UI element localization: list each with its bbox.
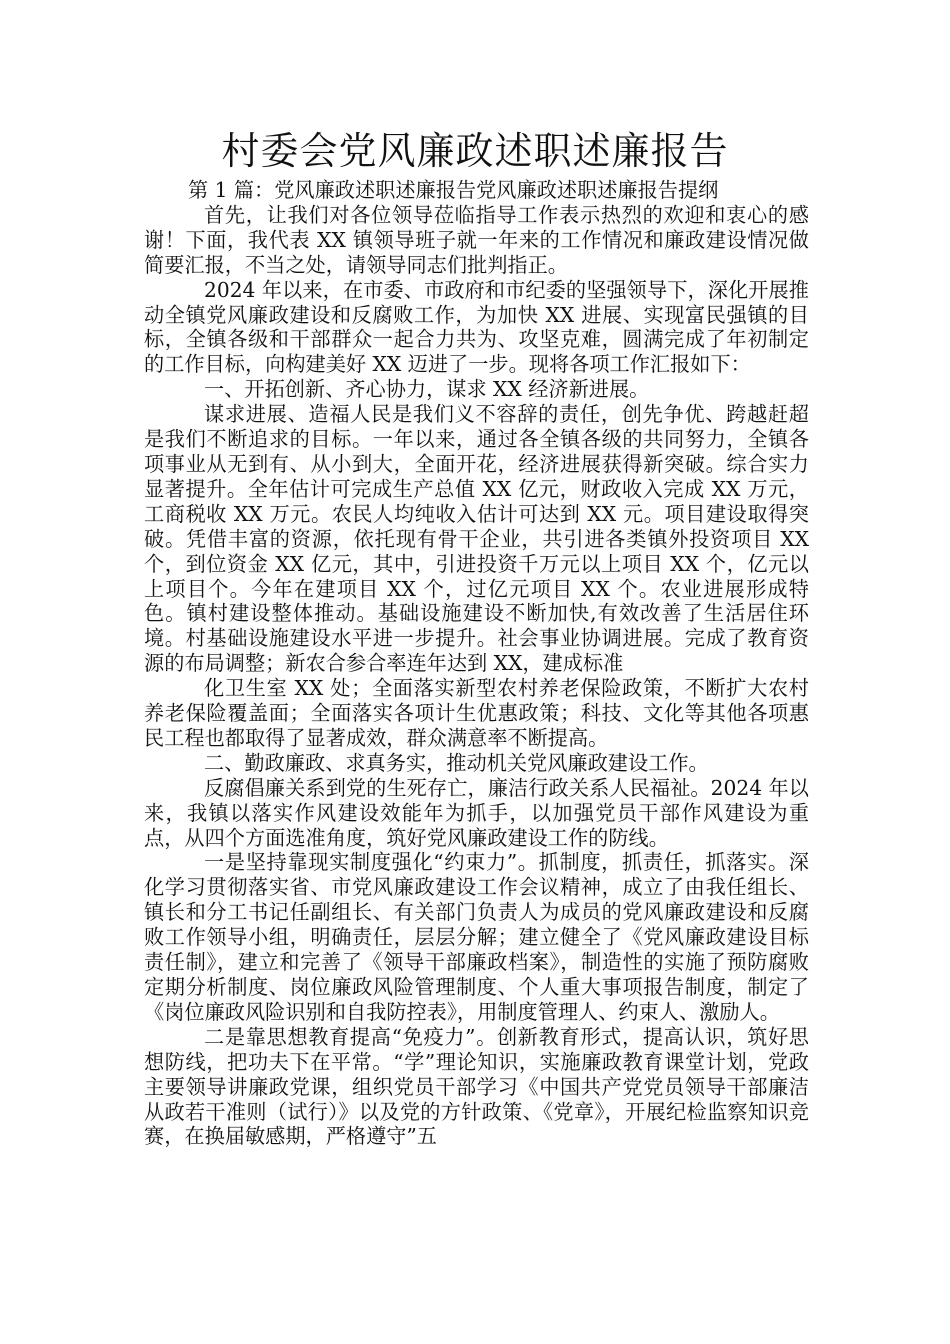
document-title: 村委会党风廉政述职述廉报告	[221, 129, 729, 173]
document-subtitle: 第 1 篇：党风廉政述职述廉报告党风廉政述职述廉报告提纲	[188, 178, 719, 202]
body-paragraph: 2024 年以来，在市委、市政府和市纪委的坚强领导下，深化开展推动全镇党风廉政建设和反腐败工作，为加快 XX 进展、实现富民强镇的目标，全镇各级和干部群众一起合力共为、攻坚克难，圆满完成了年初制定的工作目标，向构建美好 XX 迈进了一步。现将各项工作汇报如下：	[144, 277, 809, 377]
document-body	[144, 178, 809, 1149]
body-paragraph: 一、开拓创新、齐心协力，谋求 XX 经济新进展。	[204, 377, 650, 402]
body-paragraph: 化卫生室 XX 处；全面落实新型农村养老保险政策，不断扩大农村养老保险覆盖面；全面落实各项计生优惠政策；科技、文化等其他各项惠民工程也都取得了显著成效，群众满意率不断提高。	[144, 676, 809, 750]
body-paragraph: 一是坚持靠现实制度强化“约束力”。抓制度，抓责任，抓落实。深化学习贯彻落实省、市党风廉政建设工作会议精神，成立了由我任组长、镇长和分工书记任副组长、有关部门负责人为成员的党风廉政建设和反腐败工作领导小组，明确责任，层层分解；建立健全了《党风廉政建设目标责任制》，建立和完善了《领导干部廉政档案》，制造性的实施了预防腐败定期分析制度、岗位廉政风险管理制度、个人重大事项报告制度，制定了《岗位廉政风险识别和自我防控表》，用制度管理人、约束人、激励人。	[144, 850, 809, 1024]
body-paragraph: 首先，让我们对各位领导莅临指导工作表示热烈的欢迎和衷心的感谢！下面，我代表 XX 镇领导班子就一年来的工作情况和廉政建设情况做简要汇报，不当之处，请领导同志们批判指正。	[144, 202, 809, 277]
body-paragraph: 反腐倡廉关系到党的生死存亡，廉洁行政关系人民福祉。2024 年以来，我镇以落实作风建设效能年为抓手，以加强党员干部作风建设为重点，从四个方面选准角度，筑好党风廉政建设工作的防线。	[144, 775, 809, 850]
body-paragraph: 二是靠思想教育提高“免疫力”。创新教育形式，提高认识，筑好思想防线，把功夫下在平常。“学”理论知识，实施廉政教育课堂计划，党政主要领导讲廉政党课，组织党员干部学习《中国共产党党员领导干部廉洁从政若干准则（试行）》以及党的方针政策、《党章》，开展纪检监察知识竞赛，在换届敏感期，严格遵守”五	[144, 1024, 809, 1149]
body-paragraph: 谋求进展、造福人民是我们义不容辞的责任，创先争优、跨越赶超是我们不断追求的目标。一年以来，通过各全镇各级的共同努力，全镇各项事业从无到有、从小到大，全面开花，经济进展获得新突破。综合实力显著提升。全年估计可完成生产总值 XX 亿元，财政收入完成 XX 万元，工商税收 XX 万元。农民人均纯收入估计可达到 XX 元。项目建设取得突破。凭借丰富的资源，依托现有骨干企业，共引进各类镇外投资项目 XX 个，到位资金 XX 亿元，其中，引进投资千万元以上项目 XX 个，亿元以上项目个。今年在建项目 XX 个，过亿元项目 XX 个。农业进展形成特色。镇村建设整体推动。基础设施建设不断加快,有效改善了生活居住环境。村基础设施建设水平进一步提升。社会事业协调进展。完成了教育资源的布局调整；新农合参合率连年达到 XX，建成标准	[144, 402, 809, 676]
body-paragraph: 二、勤政廉政、求真务实，推动机关党风廉政建设工作。	[204, 750, 709, 775]
